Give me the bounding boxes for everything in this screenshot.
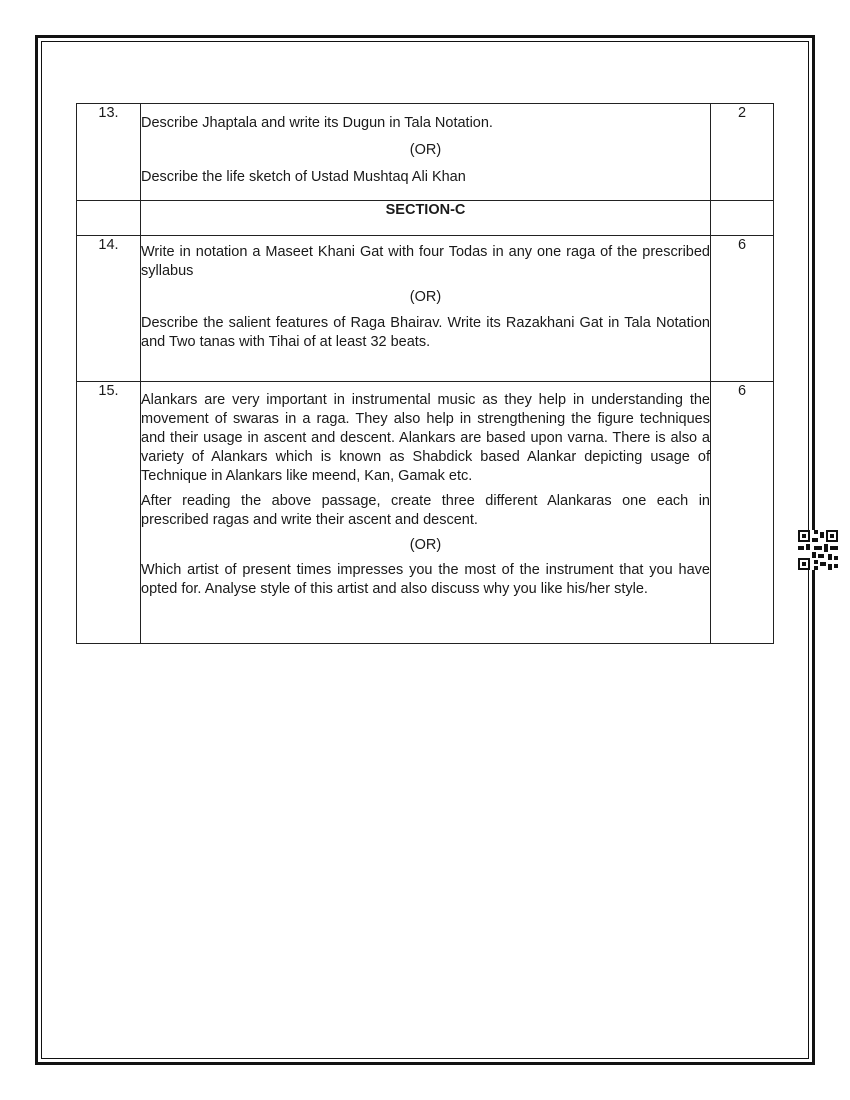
question-number: 13. <box>77 104 141 201</box>
passage-paragraph: Alankars are very important in instrumental music as they help in understanding the movement of swaras in a raga. They also help in strengthening the figure techniques and their usage in ascent and descent. Alankars are based upon varna. There is also a variety of Alankars which is known as Shabdick based Alankar depicting usage of Technique in Alankars like meend, Kan, Gamak etc. <box>141 392 710 484</box>
question-line: Describe the life sketch of Ustad Mushtaq Ali Khan <box>141 169 466 185</box>
empty-cell <box>711 201 774 236</box>
qr-code-icon <box>798 530 838 570</box>
section-heading: SECTION-C <box>141 201 711 236</box>
question-paragraph: Write in notation a Maseet Khani Gat with four Todas in any one raga of the prescribed syllabus <box>141 244 710 279</box>
question-row-13 <box>77 104 774 201</box>
question-row-15 <box>77 382 774 644</box>
question-number: 14. <box>77 236 141 382</box>
or-separator: (OR) <box>409 142 442 158</box>
question-text <box>141 236 711 382</box>
question-text <box>141 104 711 201</box>
question-marks: 6 <box>711 382 774 644</box>
question-table <box>76 103 774 644</box>
question-number: 15. <box>77 382 141 644</box>
empty-cell <box>77 201 141 236</box>
or-separator: (OR) <box>409 537 442 553</box>
question-line: Describe Jhaptala and write its Dugun in Tala Notation. <box>141 115 493 131</box>
question-paragraph: Which artist of present times impresses you the most of the instrument that you have opted for. Analyse style of this artist and also discuss why you like his/her style. <box>141 562 710 597</box>
question-marks: 6 <box>711 236 774 382</box>
question-marks: 2 <box>711 104 774 201</box>
or-separator: (OR) <box>409 289 442 305</box>
question-row-14 <box>77 236 774 382</box>
question-paragraph: Describe the salient features of Raga Bhairav. Write its Razakhani Gat in Tala Notation and Two tanas with Tihai of at least 32 beats. <box>141 315 710 350</box>
question-paragraph: After reading the above passage, create three different Alankaras one each in prescribed ragas and write their ascent and descent. <box>141 493 710 528</box>
section-header-row <box>77 201 774 236</box>
question-text <box>141 382 711 644</box>
